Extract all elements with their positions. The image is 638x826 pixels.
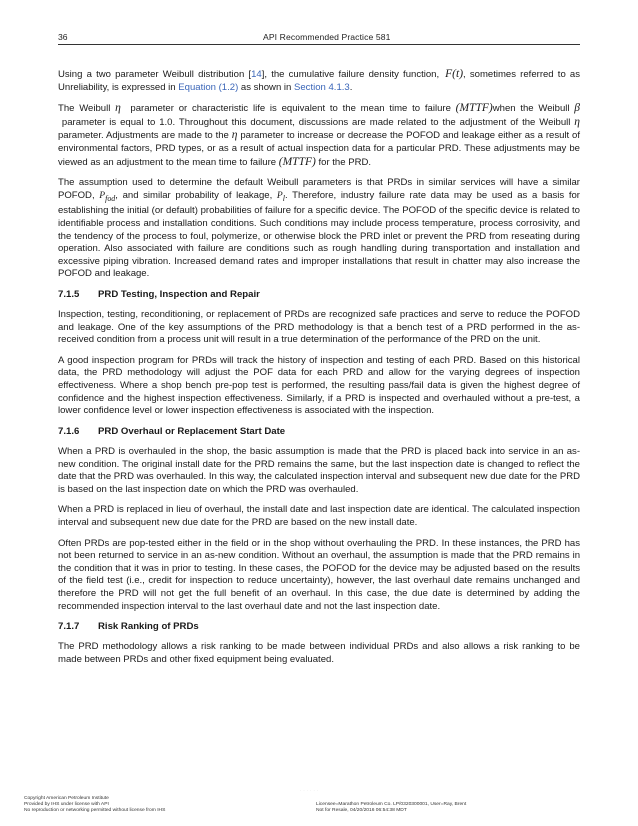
equation-link[interactable]: Equation (1.2) [178,81,239,93]
copyright-line: Copyright American Petroleum Institute [24,796,109,801]
page-number: 36 [58,32,68,42]
paragraph: Inspection, testing, reconditioning, or replacement of PRDs are recognized safe practices and serve to reduce the POFOD and leakage. One of the key assumptions of the PRD methodology is that a bench test of a PRD performed in the as-received condition from a process unit will result in a true determination of the performance of the PRD on the unit. [58,309,580,346]
section-heading-7-1-5 [58,289,580,302]
reference-link-14[interactable]: 14 [251,69,262,80]
section-number: 7.1.7 [58,621,80,633]
footer-right [316,802,466,814]
text-run: The assumption used to determine the default Weibull parameters is that PRDs in similar services will have a similar POFOD, [58,177,580,201]
math-F-of-t: F(t) [445,68,464,80]
section-heading-7-1-7 [58,621,580,634]
math-beta: β [574,102,581,115]
text-run: parameter is equal to 1.0. Throughout this document, discussions are made related to the adjustment of the Weibull [61,116,571,128]
running-title: API Recommended Practice 581 [263,32,391,42]
symbol: P [99,189,106,201]
paragraph-default-parameters [58,177,580,280]
section-link[interactable]: Section 4.1.3 [294,81,350,93]
text-run: ], the cumulative failure density function, [261,69,440,80]
licensee-line: Licensee=Marathon Petroleum Co. LP/0320300001, User=Ray, Brent [316,802,467,808]
math-mttf: (MTTF) [278,155,316,168]
subscript: fod [105,193,116,203]
section-title: PRD Overhaul or Replacement Start Date [98,425,286,437]
text-run: Using a two parameter Weibull distribution [ [58,69,252,80]
text-run: The Weibull [58,103,111,115]
text-run: for the PRD. [318,156,372,168]
text-run: . [349,81,353,93]
paragraph: Often PRDs are pop-tested either in the field or in the shop without overhauling the PRD. In these instances, the PRD has not been returned to service in an as-new condition. Without an overhaul, the assumption is made that the PRD remains in the condition that it was in prior to testing. In these cases, the POFOD for the device may be adjusted based on the results of the field test (i.e., credit for inspection to reduce uncertainty), however, the last overhaul date remains unchanged and therefore the PRD will not get the full benefit of an overhaul. In this case, the due date is determined by adding the recommended inspection interval to the last overhaul date and not the last inspection date. [58,537,580,612]
text-run: as shown in [238,81,294,93]
text-run: parameter. Adjustments are made to the [58,130,229,142]
paragraph-weibull-intro [58,68,580,94]
subscript: l [282,193,285,203]
math-mttf: (MTTF) [455,102,493,115]
scan-artifact: ‧ ‧ ‧ ‧ ‧ ‧ [300,788,319,793]
text-run: when the Weibull [492,103,570,115]
text-run: . Therefore, industry failure rate data may be used as a basis for establishing the initial (or default) probabilities of failure for a specific device. The POFOD of the specific device is related to identifiable process and installation conditions. Such conditions may include process temperature, process corrosivity, and the tendency of the process to foul, polymerize, or otherwise block the PRD inlet or prevent the PRD from reseating during operation. Also associated with failure are conditions such as rough handling during transportation and installation and excessive piping vibration. Increased demand rates and improper installations that result in chatter may also increase the POFOD and leakage. [58,189,580,280]
text-run: , sometimes referred to as Unreliability, is expressed in [58,69,581,93]
paragraph: When a PRD is replaced in lieu of overhaul, the install date and last inspection date are identical. The calculated inspection interval and subsequent new due date for the PRD are based on the new install date. [58,504,580,528]
symbol: P [276,189,283,201]
math-p-fod [99,190,115,201]
provider-line: Provided by IHS under license with API [24,802,109,808]
math-eta: η [231,129,238,142]
text-run: , and similar probability of leakage, [115,189,273,201]
section-heading-7-1-6 [58,426,580,439]
page-content [58,68,580,675]
footer-left [24,796,165,815]
paragraph: The PRD methodology allows a risk ranking to be made between individual PRDs and also allows a risk ranking to be made between PRDs and other fixed equipment being evaluated. [58,641,580,665]
paragraph: When a PRD is overhauled in the shop, the basic assumption is made that the PRD is placed back into service in an as-new condition. The original install date for the PRD remains the same, but the last inspection date is changed to reflect the date that the PRD was overhauled. In this way, the calculated inspection interval and subsequent new due date for the PRD is based on the last inspection date on which the PRD was overhauled. [58,445,580,495]
license-line: No reproduction or networking permitted without license from IHS [24,808,166,814]
text-run: parameter or characteristic life is equivalent to the mean time to failure [130,103,451,115]
section-title: PRD Testing, Inspection and Repair [98,289,260,300]
math-eta: η [574,115,581,128]
paragraph-weibull-eta [58,102,580,169]
math-p-l [277,190,285,201]
paragraph: A good inspection program for PRDs will track the history of inspection and testing of each PRD. Based on this historical data, the PRD methodology will adjust the POF data for each PRD and allow for the varying degrees of inspection effectiveness. Where a shop bench pre-pop test is performed, the resulting pass/fail data is given the highest degree of confidence and the highest inspection effectiveness. Similarly, if a PRD is inspected and overhauled without a pre-test, a lower confidence level or lower inspection effectiveness is associated with the inspection. [58,354,580,417]
resale-line: Not for Resale, 04/20/2016 06:54:38 MDT [316,808,407,814]
text-run: parameter to increase or decrease the POFOD and leakage either as a result of environmental factors, PRD types, or as a result of actual inspection data for a particular PRD. These adjustments may be viewed as an adjustment to the mean time to failure [58,130,581,168]
section-number: 7.1.5 [58,289,80,300]
header-rule [58,44,580,45]
math-eta: η [115,102,121,115]
section-title: Risk Ranking of PRDs [98,621,199,633]
section-number: 7.1.6 [58,425,80,437]
